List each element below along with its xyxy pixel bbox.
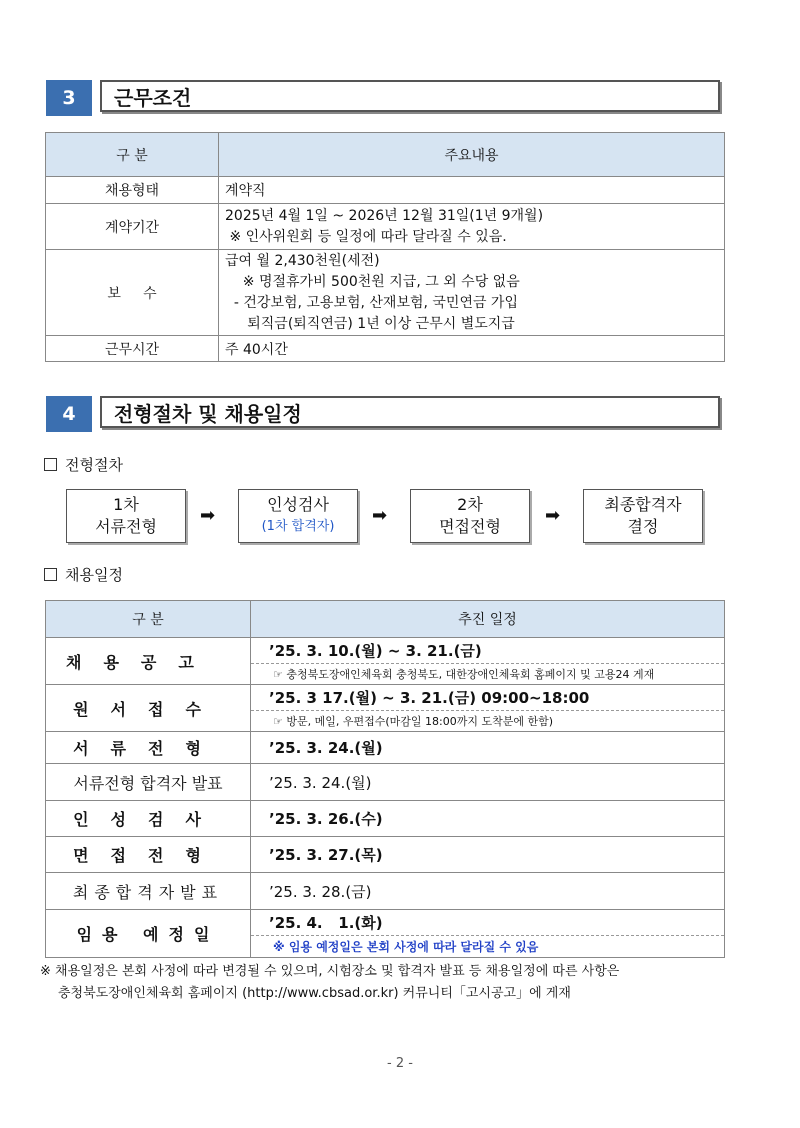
- row-key: 채용형태: [46, 177, 219, 204]
- checkbox-square-icon: [44, 458, 57, 471]
- arrow-right-icon: ➡: [200, 505, 216, 526]
- row-value: ’25. 3. 28.(금): [251, 873, 725, 910]
- row-key: 최종합격자발표: [46, 873, 251, 910]
- flow-step-4: [583, 489, 703, 543]
- date-text: ’25. 3. 10.(월) ~ 3. 21.(금): [269, 642, 482, 660]
- procedure-label: 전형절차: [65, 456, 123, 474]
- row-value: ’25. 3. 26.(수): [251, 801, 725, 837]
- schedule-label: 채용일정: [65, 566, 123, 584]
- step-line: (1차 합격자): [261, 519, 335, 534]
- row-value: ’25. 3. 24.(월): [251, 764, 725, 801]
- footnote-line: 충청북도장애인체육회 홈페이지 (http://www.cbsad.or.kr) 커뮤니티「고시공고」에 게재: [58, 986, 571, 1001]
- row-key: 근무시간: [46, 336, 219, 362]
- key-text: 원서접수: [73, 699, 223, 719]
- arrow-right-icon: ➡: [545, 505, 561, 526]
- step-line: 2차: [457, 495, 483, 514]
- row-value: ’25. 3. 27.(목): [251, 837, 725, 873]
- section-title: 전형절차 및 채용일정: [100, 396, 720, 428]
- step-line: 최종합격자: [604, 495, 682, 514]
- section-number: 3: [46, 80, 92, 116]
- row-value: [251, 910, 725, 958]
- row-key: [46, 685, 251, 732]
- step-line: 서류전형: [95, 517, 157, 536]
- value-line: - 건강보험, 고용보험, 산재보험, 국민연금 가입: [225, 294, 518, 311]
- row-key: 보 수: [46, 250, 219, 336]
- flow-step-1: [66, 489, 186, 543]
- row-key: 임용 예정일: [46, 910, 251, 958]
- value-line: 퇴직금(퇴직연금) 1년 이상 근무시 별도지급: [225, 315, 515, 332]
- header-schedule: 추진 일정: [251, 601, 725, 638]
- header-content: 주요내용: [219, 133, 725, 177]
- arrow-right-icon: ➡: [372, 505, 388, 526]
- flow-step-2: [238, 489, 358, 543]
- row-value: [219, 204, 725, 250]
- section-title: 근무조건: [100, 80, 720, 112]
- header-category: 구 분: [46, 601, 251, 638]
- header-category: 구 분: [46, 133, 219, 177]
- schedule-subheading: [44, 564, 123, 585]
- row-value: [251, 685, 725, 732]
- row-key: 인성검사: [46, 801, 251, 837]
- row-key: [46, 638, 251, 685]
- row-value: 주 40시간: [219, 336, 725, 362]
- note-text: ☞ 충청북도장애인체육회 충청북도, 대한장애인체육회 홈페이지 및 고용24 게재: [251, 663, 724, 684]
- date-text: ’25. 3 17.(월) ~ 3. 21.(금) 09:00~18:00: [269, 689, 590, 707]
- row-key: 서류전형 합격자 발표: [46, 764, 251, 801]
- footnote-line: ※ 채용일정은 본회 사정에 따라 변경될 수 있으며, 시험장소 및 합격자 발표 등 채용일정에 따른 사항은: [40, 964, 620, 979]
- row-key: 면접전형: [46, 837, 251, 873]
- value-line: 2025년 4월 1일 ~ 2026년 12월 31일(1년 9개월): [225, 207, 544, 224]
- row-value: [251, 638, 725, 685]
- procedure-subheading: [44, 454, 123, 475]
- date-text: ’25. 4. 1.(화): [269, 914, 383, 932]
- section-4-header: [46, 396, 724, 432]
- value-line: 급여 월 2,430천원(세전): [225, 252, 380, 269]
- conditions-table: [45, 132, 725, 362]
- row-value: ’25. 3. 24.(월): [251, 732, 725, 764]
- schedule-table: [45, 600, 725, 958]
- step-line: 면접전형: [439, 517, 501, 536]
- key-text: 채용공고: [66, 652, 216, 672]
- row-key: 서류전형: [46, 732, 251, 764]
- step-line: 1차: [113, 495, 139, 514]
- step-line: 결정: [627, 517, 659, 536]
- value-line: ※ 명절휴가비 500천원 지급, 그 외 수당 없음: [225, 273, 520, 290]
- value-line: ※ 인사위원회 등 일정에 따라 달라질 수 있음.: [225, 228, 507, 245]
- row-value: [219, 250, 725, 336]
- row-value: 계약직: [219, 177, 725, 204]
- row-key: 계약기간: [46, 204, 219, 250]
- page-number: - 2 -: [387, 1056, 413, 1071]
- section-3-header: [46, 80, 724, 116]
- note-text: ※ 임용 예정일은 본회 사정에 따라 달라질 수 있음: [251, 935, 724, 957]
- flow-step-3: [410, 489, 530, 543]
- checkbox-square-icon: [44, 568, 57, 581]
- step-line: 인성검사: [267, 495, 329, 514]
- note-text: ☞ 방문, 메일, 우편접수(마감일 18:00까지 도착분에 한함): [251, 710, 724, 731]
- section-number: 4: [46, 396, 92, 432]
- footnote: [40, 961, 730, 1005]
